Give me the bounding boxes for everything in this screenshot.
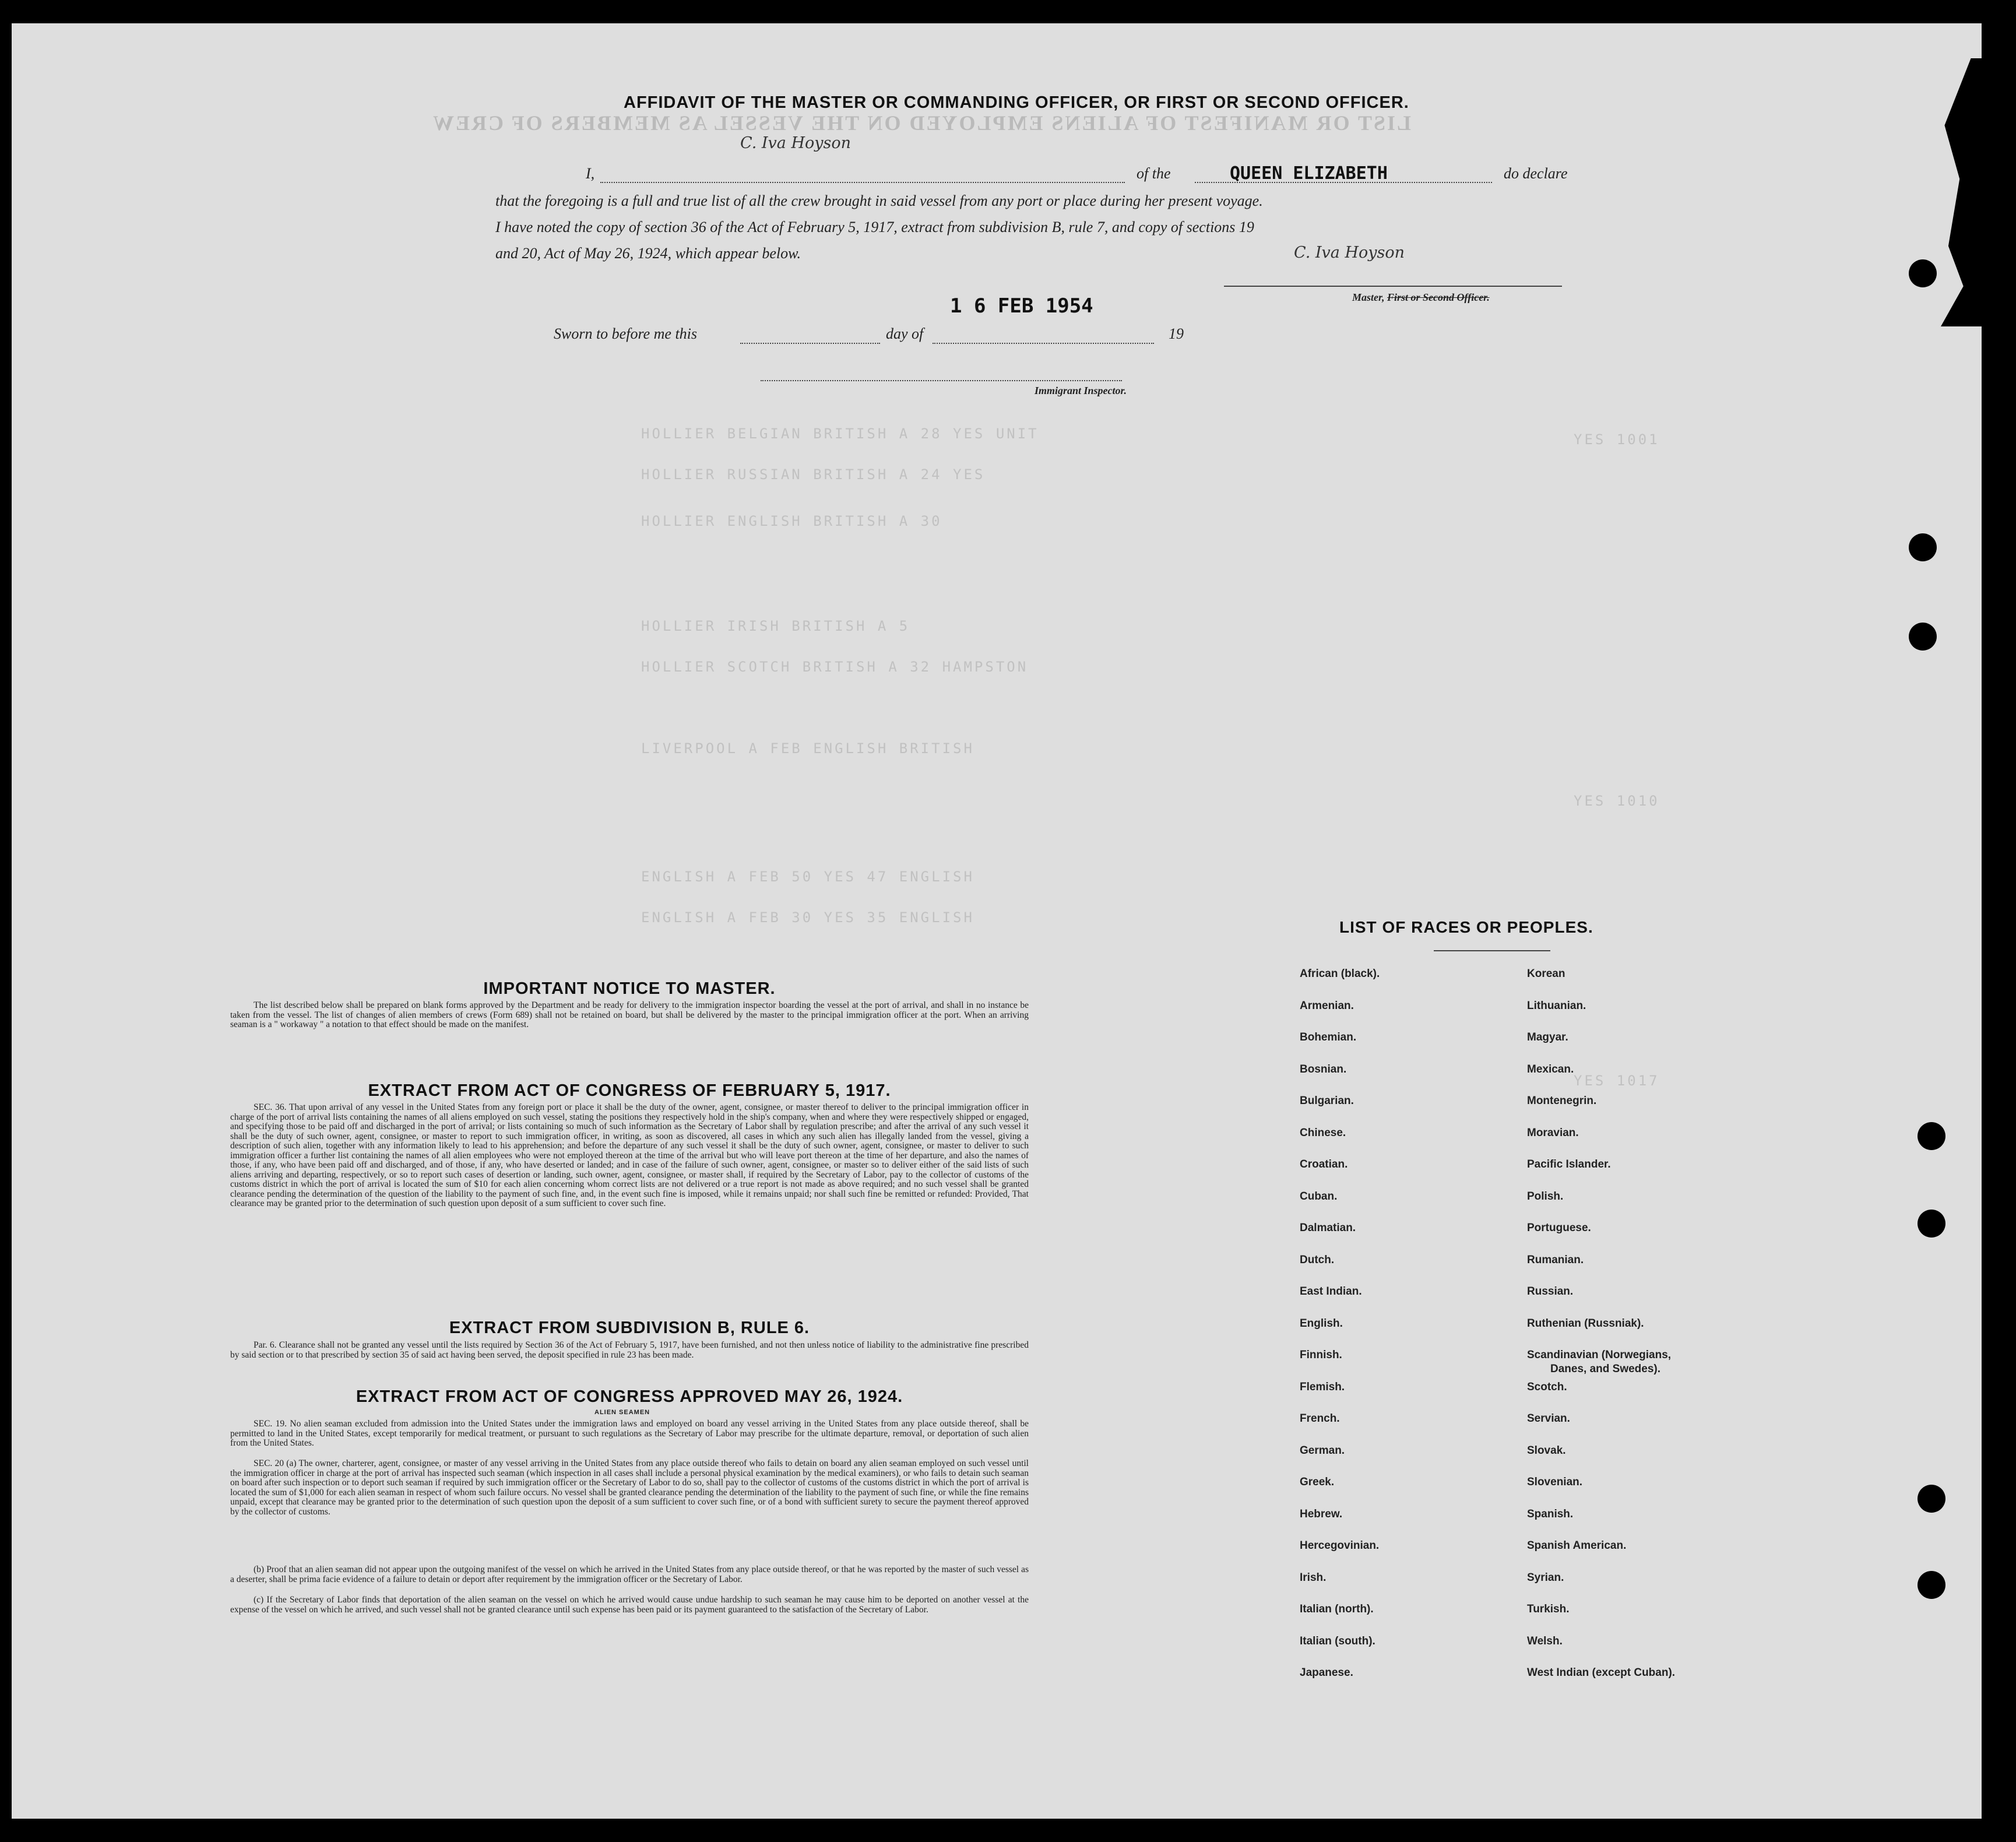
inspector-label: Immigrant Inspector.: [1035, 385, 1127, 396]
bleed-through-row: HOLLIER IRISH BRITISH A 5: [641, 618, 910, 634]
i-label: I,: [586, 165, 595, 182]
sworn-month-line: [933, 343, 1154, 344]
bleed-through-row: HOLLIER RUSSIAN BRITISH A 24 YES: [641, 466, 986, 483]
bleed-through-row: LIVERPOOL A FEB ENGLISH BRITISH: [641, 740, 974, 757]
sec-20a-body: SEC. 20 (a) The owner, charterer, agent, consignee, or master of any vessel arriving in the United States from any place outside thereof who fails to detain on board any alien seaman employed on such vessel until the immigration officer in charge at the port of arrival has inspected such seaman (which inspection in all cases shall include a personal physical examination by the medical examiners), or who fails to detain such seaman on board after such inspection or to deport such seaman if required by such immigration officer or the Secretary of Labor to do so, shall pay to the collector of customs of the customs district in which the port of arrival is located the sum of $1,000 for each alien seaman in respect of whom such failure occurs. No vessel shall be granted clearance pending the determination of the liability to the payment of such fine, or while the fine remains unpaid, except that clearance may be granted prior to the determination of such question upon the deposit of a sum sufficient to cover such fine, or of a bond with sufficient surety to secure the payment thereof approved by the collector of customs.: [230, 1458, 1029, 1517]
race-right-item: Pacific Islander.: [1527, 1158, 1611, 1170]
race-right-item: Spanish.: [1527, 1507, 1574, 1520]
race-right-item: Servian.: [1527, 1412, 1570, 1425]
race-right-item: Portuguese.: [1527, 1222, 1591, 1234]
master-caption: Master, First or Second Officer.: [1352, 291, 1490, 303]
race-left-item: Finnish.: [1300, 1349, 1342, 1361]
race-right-item: Scotch.: [1527, 1380, 1567, 1393]
extract-1917-body: SEC. 36. That upon arrival of any vessel in the United States from any foreign port or place it shall be the duty of the owner, agent, consignee, or master thereof to deliver to the principal immigration officer in charge of the port of arrival lists containing the names of all aliens employed on such vessel, stating the positions they respectively hold in the ship's company, when and where they were respectively shipped or engaged, and specifying those to be paid off and discharged in the port of arrival; or lists containing so much of such information as the Secretary of Labor shall by regulation prescribe; and after the arrival of any such vessel it shall be the duty of such owner, agent, consignee, or master to report to such immigration officer, in writing, as soon as discovered, all cases in which any such alien has illegally landed from the vessel, giving a description of such alien, together with any information likely to lead to his apprehension; and before the departure of any such vessel it shall be the duty of such owner, agent, consignee, or master to deliver to such immigration officer a further list containing the names of all alien employees who were not employed thereon at the time of the arrival but who will leave port thereon at the time of her departure, and also the names of those, if any, who have been paid off and discharged, and of those, if any, who have deserted or landed; and in case of the failure of such owner, agent, consignee, or master so to deliver either of the said lists of such aliens arriving and departing, respectively, or so to report such cases of desertion or landing, such owner, agent, consignee, or master shall, if required by the Secretary of Labor, pay to the collector of customs of the customs district in which the port of arrival is located the sum of $10 for each alien concerning whom correct lists are not delivered or a true report is not made as above required; and no such vessel shall be granted clearance pending the determination of the question of the liability to the payment of such fine, and, in the event such fine is imposed, while it remains unpaid; nor shall such fine be remitted or refunded: Provided, That clearance may be granted prior to the determination of such question upon deposit of a sum sufficient to cover such fine.: [230, 1102, 1029, 1208]
affidavit-line-2: I have noted the copy of section 36 of the Act of February 5, 1917, extract from subdivision B, rule 7, and copy of sections 19: [495, 219, 1254, 235]
race-right-item-continuation: Danes, and Swedes).: [1550, 1363, 1661, 1375]
race-right-item: Korean: [1527, 968, 1565, 980]
race-left-item: Japanese.: [1300, 1667, 1353, 1679]
punch-hole: [1918, 1122, 1945, 1150]
subdivision-title: EXTRACT FROM SUBDIVISION B, RULE 6.: [449, 1319, 810, 1337]
master-signature-line: [1224, 286, 1562, 287]
of-the-label: of the: [1137, 165, 1171, 182]
race-right-item: Slovak.: [1527, 1444, 1566, 1457]
bleed-through-row: YES 1010: [1574, 793, 1660, 809]
punch-hole: [1918, 1210, 1945, 1238]
master-signature: C. Iva Hoyson: [1294, 244, 1405, 262]
punch-hole: [1909, 533, 1937, 561]
bleed-through-row: HOLLIER SCOTCH BRITISH A 32 HAMPSTON: [641, 659, 1029, 675]
race-right-item: Ruthenian (Russniak).: [1527, 1317, 1644, 1330]
race-left-item: Bosnian.: [1300, 1063, 1347, 1075]
race-right-item: Lithuanian.: [1527, 999, 1586, 1012]
race-left-item: German.: [1300, 1444, 1345, 1457]
race-right-item: Rumanian.: [1527, 1253, 1584, 1266]
sec-20b-body: (b) Proof that an alien seaman did not appear upon the outgoing manifest of the vessel on which he arrived in the United States from any place outside thereof, or that he was reported by the master of such vessel as a deserter, shall be prima facie evidence of a failure to detain or deport after requirement by the immigration officer or the Secretary of Labor.: [230, 1565, 1029, 1584]
races-title: LIST OF RACES OR PEOPLES.: [1339, 918, 1593, 936]
race-left-item: Irish.: [1300, 1571, 1327, 1584]
race-left-item: Dutch.: [1300, 1253, 1335, 1266]
race-left-item: Dalmatian.: [1300, 1222, 1356, 1234]
race-left-item: Italian (north).: [1300, 1603, 1374, 1615]
race-left-item: Croatian.: [1300, 1158, 1348, 1170]
bleed-through-row: ENGLISH A FEB 50 YES 47 ENGLISH: [641, 869, 974, 885]
day-of-label: day of: [886, 325, 924, 342]
race-left-item: Cuban.: [1300, 1190, 1338, 1203]
sec-19-body: SEC. 19. No alien seaman excluded from admission into the United States under the immigration laws and employed on board any vessel arriving in the United States from any place outside thereof, shall be permitted to land in the United States, except temporarily for medical treatment, or pursuant to such regulations as the Secretary of Labor may prescribe for the ultimate departure, removal, or deportation of such alien from the United States.: [230, 1419, 1029, 1448]
inspector-line: [761, 380, 1122, 381]
race-right-item: Mexican.: [1527, 1063, 1574, 1075]
race-right-item: Welsh.: [1527, 1634, 1563, 1647]
do-declare-label: do declare: [1504, 165, 1568, 182]
race-left-item: English.: [1300, 1317, 1343, 1330]
manifest-page: [12, 23, 1982, 1819]
race-right-item: West Indian (except Cuban).: [1527, 1667, 1676, 1679]
race-left-item: Bulgarian.: [1300, 1095, 1354, 1107]
races-title-rule: [1434, 950, 1550, 951]
affidavit-title: AFFIDAVIT OF THE MASTER OR COMMANDING OFFICER, OR FIRST OR SECOND OFFICER.: [624, 93, 1409, 112]
race-right-item: Scandinavian (Norwegians,: [1527, 1349, 1672, 1361]
race-left-item: Bohemian.: [1300, 1031, 1357, 1043]
race-left-item: African (black).: [1300, 968, 1380, 980]
punch-hole: [1918, 1571, 1945, 1599]
punch-hole: [1909, 259, 1937, 287]
race-left-item: Chinese.: [1300, 1126, 1346, 1139]
bleed-through-title: LIST OR MANIFEST OF ALIENS EMPLOYED ON THE VESSEL AS MEMBERS OF CREW: [431, 111, 1412, 135]
race-left-item: Hercegovinian.: [1300, 1539, 1380, 1552]
affidavit-line-1: that the foregoing is a full and true list of all the crew brought in said vessel from any port or place during her present voyage.: [495, 192, 1263, 209]
signature-top: C. Iva Hoyson: [740, 134, 852, 152]
year-label: 19: [1169, 325, 1184, 342]
extract-1924-title: EXTRACT FROM ACT OF CONGRESS APPROVED MAY 26, 1924.: [356, 1387, 903, 1406]
bleed-through-row: HOLLIER BELGIAN BRITISH A 28 YES UNIT: [641, 426, 1039, 442]
extract-1917-title: EXTRACT FROM ACT OF CONGRESS OF FEBRUARY 5, 1917.: [368, 1081, 891, 1100]
alien-seamen-subtitle: ALIEN SEAMEN: [594, 1409, 650, 1416]
race-left-item: East Indian.: [1300, 1285, 1362, 1298]
name-line: [600, 182, 1125, 183]
sec-20c-body: (c) If the Secretary of Labor finds that deportation of the alien seaman on the vessel on which he arrived would cause undue hardship to such seaman he may cause him to be deported on another vessel at the expense of the vessel on which he arrived, and such vessel shall not be granted clearance until such expense has been paid or its payment guaranteed to the satisfaction of the Secretary of Labor.: [230, 1595, 1029, 1615]
bleed-through-row: ENGLISH A FEB 30 YES 35 ENGLISH: [641, 909, 974, 926]
race-right-item: Syrian.: [1527, 1571, 1564, 1584]
race-right-item: Polish.: [1527, 1190, 1564, 1203]
vessel-name: QUEEN ELIZABETH: [1230, 163, 1388, 184]
sworn-day-line: [740, 343, 880, 344]
race-left-item: Italian (south).: [1300, 1634, 1375, 1647]
race-right-item: Magyar.: [1527, 1031, 1568, 1043]
race-right-item: Montenegrin.: [1527, 1095, 1597, 1107]
punch-hole: [1918, 1485, 1945, 1513]
race-left-item: Greek.: [1300, 1476, 1335, 1488]
bleed-through-row: YES 1001: [1574, 431, 1660, 448]
race-left-item: Armenian.: [1300, 999, 1354, 1012]
notice-title: IMPORTANT NOTICE TO MASTER.: [483, 979, 776, 998]
date-stamp: 1 6 FEB 1954: [950, 294, 1093, 318]
race-left-item: French.: [1300, 1412, 1340, 1425]
race-right-item: Turkish.: [1527, 1603, 1570, 1615]
race-left-item: Hebrew.: [1300, 1507, 1343, 1520]
race-left-item: Flemish.: [1300, 1380, 1345, 1393]
race-right-item: Spanish American.: [1527, 1539, 1627, 1552]
punch-hole: [1909, 623, 1937, 651]
subdivision-body: Par. 6. Clearance shall not be granted any vessel until the lists required by Section 36 of the Act of February 5, 1917, have been furnished, and not then unless notice of liability to the administrative fine prescribed by said section or to that prescribed by section 35 of said act having been served, the deposit specified in rule 23 has been made.: [230, 1340, 1029, 1360]
race-right-item: Moravian.: [1527, 1126, 1579, 1139]
bleed-through-row: YES 1017: [1574, 1073, 1660, 1089]
affidavit-line-3: and 20, Act of May 26, 1924, which appear below.: [495, 245, 801, 262]
race-right-item: Russian.: [1527, 1285, 1574, 1298]
vessel-line: [1195, 182, 1492, 183]
notice-body: The list described below shall be prepared on blank forms approved by the Department and be ready for delivery to the immigration inspector boarding the vessel at the port of arrival, and shall in no instance be taken from the vessel. The list of changes of alien members of crews (Form 689) shall not be retained on board, but shall be delivered by the master to the principal immigration officer at the port. When an arriving seaman is a " workaway " a notation to that effect should be made on the manifest.: [230, 1000, 1029, 1029]
sworn-label: Sworn to before me this: [554, 325, 698, 342]
bleed-through-row: HOLLIER ENGLISH BRITISH A 30: [641, 513, 942, 529]
race-right-item: Slovenian.: [1527, 1476, 1583, 1488]
